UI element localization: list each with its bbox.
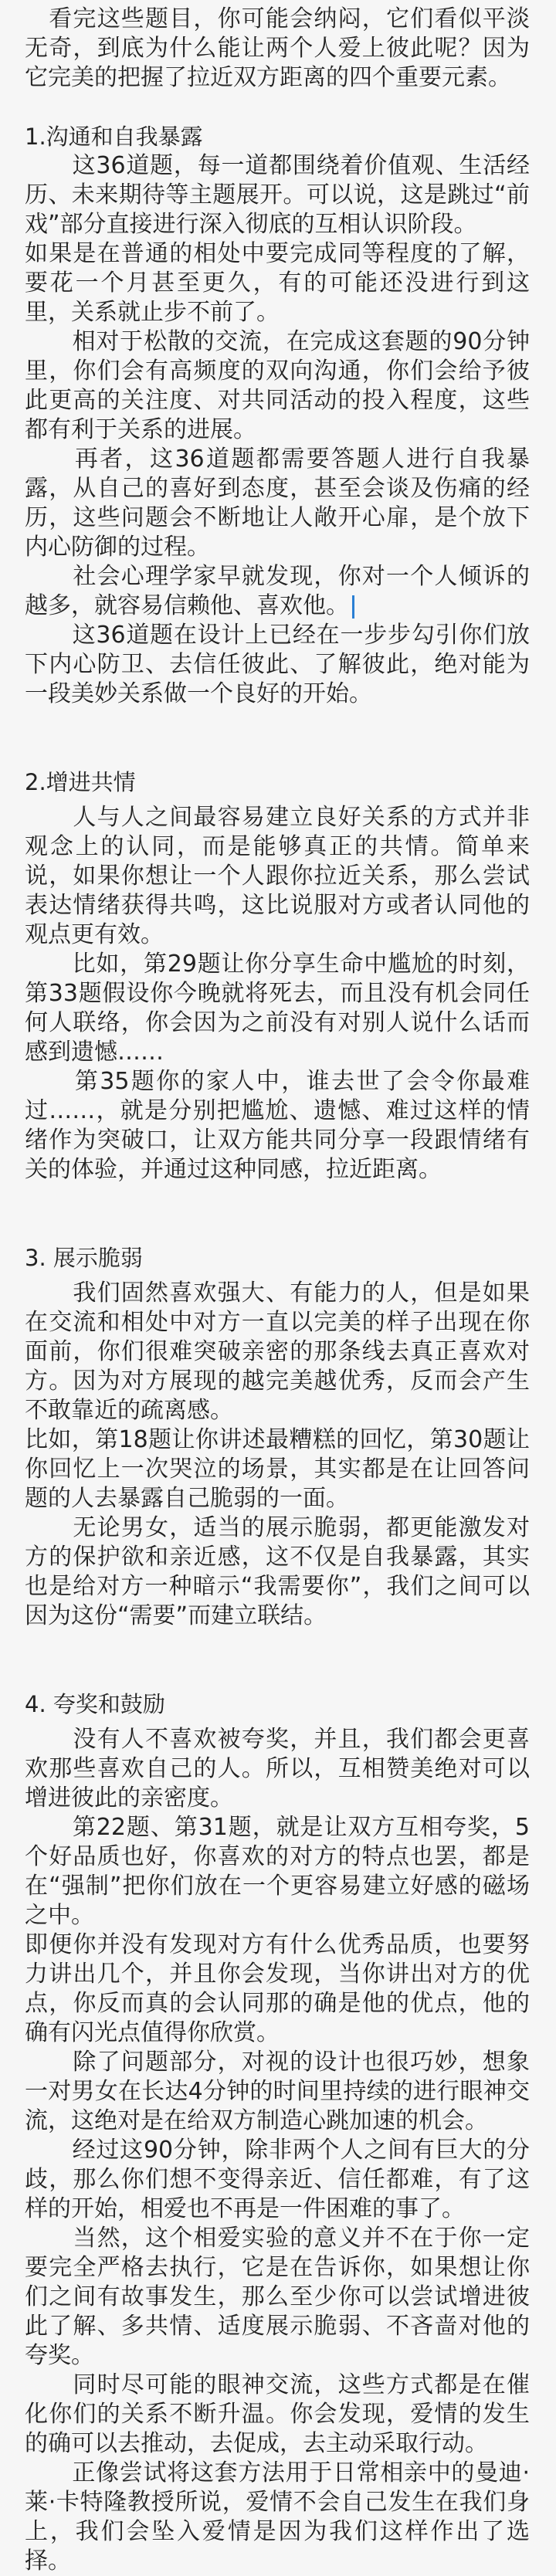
paragraph-with-cursor: [25, 562, 530, 621]
paragraph: 这36道题在设计上已经在一步步勾引你们放下内心防卫、去信任彼此、了解彼此，绝对能为一段美妙关系做一个良好的开始。: [25, 622, 530, 707]
intro-paragraph: 看完这些题目，你可能会纳闷，它们看似平淡无奇，到底为什么能让两个人爱上彼此呢？因为它完美的把握了拉近双方距离的四个重要元素。: [25, 5, 530, 91]
paragraph: 经过这90分钟，除非两个人之间有巨大的分歧，那么你们想不变得亲近、信任都难，有了这样的开始，相爱也不再是一件困难的事了。: [25, 2137, 530, 2222]
section-heading: 3. 展示脆弱: [25, 1245, 143, 1271]
paragraph: 除了问题部分，对视的设计也很巧妙，想象一对男女在长达4分钟的时间里持续的进行眼神交流，这绝对是在给双方制造心跳加速的机会。: [25, 2049, 530, 2134]
paragraph: 人与人之间最容易建立良好关系的方式并非观念上的认同，而是能够真正的共情。简单来说，如果你想让一个人跟你拉近关系，那么尝试表达情绪获得共鸣，这比说服对方或者认同他的观点更有效。: [25, 804, 530, 948]
section-heading: 1.沟通和自我暴露: [25, 124, 203, 150]
paragraph: 无论男女，适当的展示脆弱，都更能激发对方的保护欲和亲近感，这不仅是自我暴露，其实也是给对方一种暗示“我需要你”，我们之间可以因为这份“需要”而建立联结。: [25, 1514, 530, 1629]
spacer: [25, 1185, 530, 1243]
paragraph: 比如，第29题让你分享生命中尴尬的时刻，第33题假设你今晚就将死去，而且没有机会同任何人联络，你会因为之前没有对别人说什么话而感到遗憾……: [25, 951, 530, 1066]
paragraph-text: 社会心理学家早就发现，你对一个人倾诉的越多，就容易信赖他、喜欢他。: [25, 563, 530, 619]
paragraph: 如果是在普通的相处中要完成同等程度的了解，要花一个月甚至更久，有的可能还没进行到这里，关系就止步不前了。: [25, 240, 530, 326]
text-cursor-icon: [352, 595, 354, 619]
paragraph: 正像尝试将这套方法用于日常相亲中的曼迪·莱·卡特隆教授所说，爱情不会自己发生在我们身上，我们会坠入爱情是因为我们这样作出了选择。: [25, 2459, 530, 2574]
paragraph: 相对于松散的交流，在完成这套题的90分钟里，你们会有高频度的双向沟通，你们会给予彼此更高的关注度、对共同活动的投入程度，这些都有利于关系的进展。: [25, 328, 530, 443]
spacer: [25, 797, 530, 803]
paragraph: 再者，这36道题都需要答题人进行自我暴露，从自己的喜好到态度，甚至会谈及伤痛的经历，这些问题会不断地让人敞开心扉，是个放下内心防御的过程。: [25, 446, 530, 561]
paragraph: 同时尽可能的眼神交流，这些方式都是在催化你们的关系不断升温。你会发现，爱情的发生的确可以去推动，去促成，去主动采取行动。: [25, 2371, 530, 2457]
paragraph: 我们固然喜欢强大、有能力的人，但是如果在交流和相处中对方一直以完美的样子出现在你面前，你们很难突破亲密的那条线去真正喜欢对方。因为对方展现的越完美越优秀，反而会产生不敢靠近的疏离感。: [25, 1280, 530, 1424]
paragraph: 即便你并没有发现对方有什么优秀品质，也要努力讲出几个，并且你会发现，当你讲出对方的优点，你反而真的会认同那的确是他的优点，他的确有闪光点值得你欣赏。: [25, 1931, 530, 2046]
paragraph: 第22题、第31题，就是让双方互相夸奖，5个好品质也好，你喜欢的对方的特点也罢，都是在“强制”把你们放在一个更容易建立好感的磁场之中。: [25, 1814, 530, 1929]
spacer: [25, 709, 530, 768]
paragraph: 当然，这个相爱实验的意义并不在于你一定要完全严格去执行，它是在告诉你，如果想让你们之间有故事发生，那么至少你可以尝试增进彼此了解、多共情、适度展示脆弱、不吝啬对他的夸奖。: [25, 2225, 530, 2369]
section-heading: 4. 夸奖和鼓励: [25, 1691, 165, 1717]
spacer: [25, 93, 530, 122]
paragraph: 第35题你的家人中，谁去世了会令你最难过……，就是分别把尴尬、遗憾、难过这样的情绪作为突破口，让双方能共同分享一段跟情绪有关的体验，并通过这种同感，拉近距离。: [25, 1068, 530, 1183]
paragraph: 这36道题，每一道都围绕着价值观、生活经历、未来期待等主题展开。可以说，这是跳过“前戏”部分直接进行深入彻底的互相认识阶段。: [25, 152, 530, 238]
spacer: [25, 1273, 530, 1279]
paragraph: 没有人不喜欢被夸奖，并且，我们都会更喜欢那些喜欢自己的人。所以，互相赞美绝对可以增进彼此的亲密度。: [25, 1726, 530, 1812]
spacer: [25, 1719, 530, 1725]
paragraph: 比如，第18题让你讲述最糟糕的回忆，第30题让你回忆上一次哭泣的场景，其实都是在让回答问题的人去暴露自己脆弱的一面。: [25, 1426, 530, 1512]
section-heading: 2.增进共情: [25, 769, 136, 795]
spacer: [25, 1631, 530, 1690]
